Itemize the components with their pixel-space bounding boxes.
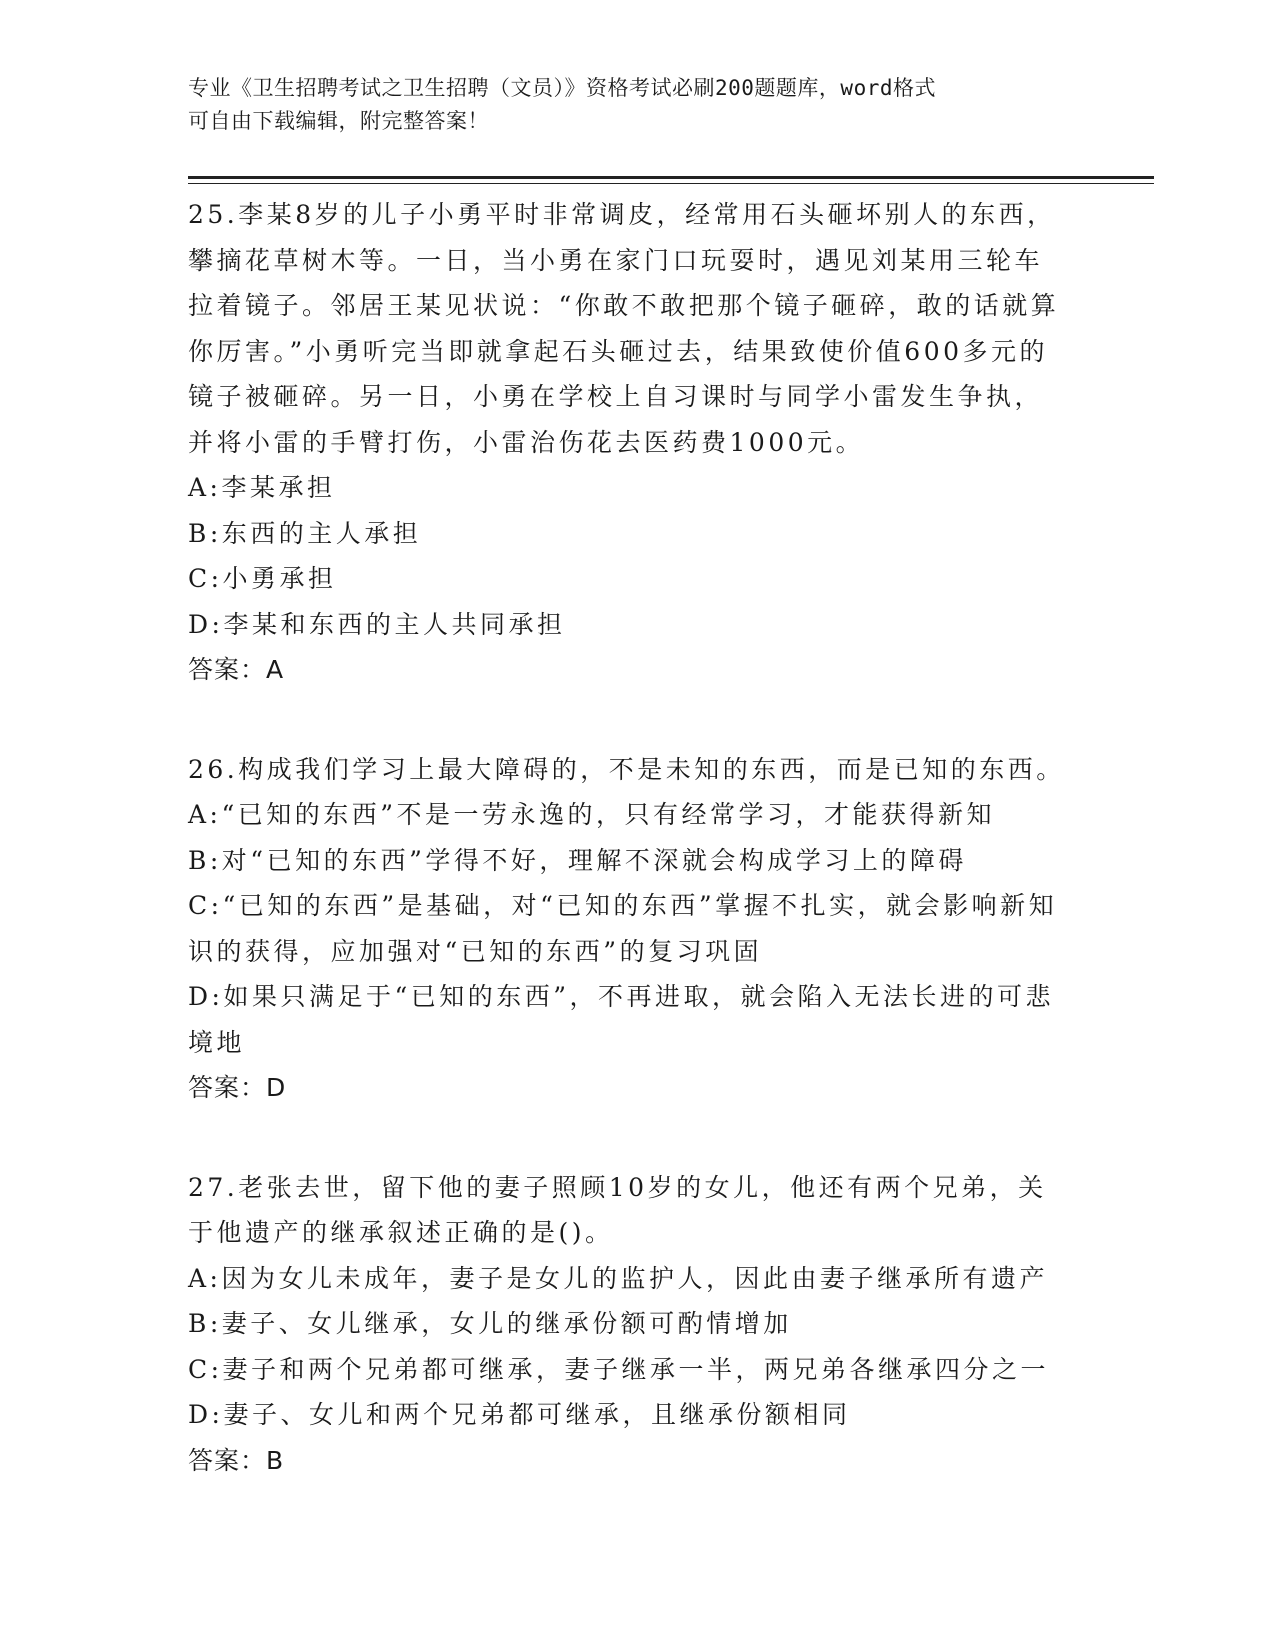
question-list	[188, 184, 1068, 1483]
option-a: A:李某承担	[188, 473, 336, 502]
header-divider-thick	[188, 176, 1154, 179]
option-b: B:对“已知的东西”学得不好，理解不深就会构成学习上的障碍	[188, 845, 967, 875]
option-d: D:如果只满足于“已知的东西”，不再进取，就会陷入无法长进的可悲境地	[188, 982, 1055, 1057]
answer-label: 答案：D	[188, 1073, 287, 1102]
option-c: C:妻子和两个兄弟都可继承，妻子继承一半，两兄弟各继承四分之一	[188, 1354, 1050, 1384]
answer-label: 答案：B	[188, 1445, 285, 1475]
option-b: B:东西的主人承担	[188, 518, 422, 548]
header-line-2: 可自由下载编辑，附完整答案！	[188, 109, 489, 133]
document-header	[188, 72, 1068, 138]
question-stem: 25.李某8岁的儿子小勇平时非常调皮，经常用石头砸坏别人的东西，攀摘花草树木等。一日，当小勇在家门口玩耍时，遇见刘某用三轮车拉着镜子。邻居王某见状说：“你敢不敢把那个镜子砸碎，敢的话就算你厉害。”小勇听完当即就拿起石头砸过去，结果致使价值600多元的镜子被砸碎。另一日，小勇在学校上自习课时与同学小雷发生争执，并将小雷的手臂打伤，小雷治伤花去医药费1000元。	[188, 200, 1060, 457]
option-d: D:妻子、女儿和两个兄弟都可继承，且继承份额相同	[188, 1400, 851, 1429]
question-27	[188, 1157, 1068, 1484]
answer-label: 答案：A	[188, 655, 285, 684]
question-stem: 26.构成我们学习上最大障碍的，不是未知的东西，而是已知的东西。	[188, 754, 1065, 784]
option-b: B:妻子、女儿继承，女儿的继承份额可酌情增加	[188, 1309, 792, 1338]
option-a: A:因为女儿未成年，妻子是女儿的监护人，因此由妻子继承所有遗产	[188, 1263, 1048, 1293]
option-a: A:“已知的东西”不是一劳永逸的，只有经常学习，才能获得新知	[188, 800, 996, 829]
option-c: C:“已知的东西”是基础，对“已知的东西”掌握不扎实，就会影响新知识的获得，应加强对“已知的东西”的复习巩固	[188, 891, 1058, 966]
option-d: D:李某和东西的主人共同承担	[188, 609, 566, 639]
question-26	[188, 739, 1068, 1111]
question-25	[188, 184, 1068, 693]
option-c: C:小勇承担	[188, 564, 337, 593]
question-stem: 27.老张去世，留下他的妻子照顾10岁的女儿，他还有两个兄弟，关于他遗产的继承叙述正确的是()。	[188, 1172, 1047, 1247]
header-line-1: 专业《卫生招聘考试之卫生招聘（文员）》资格考试必刷200题题库，word格式	[188, 76, 936, 100]
